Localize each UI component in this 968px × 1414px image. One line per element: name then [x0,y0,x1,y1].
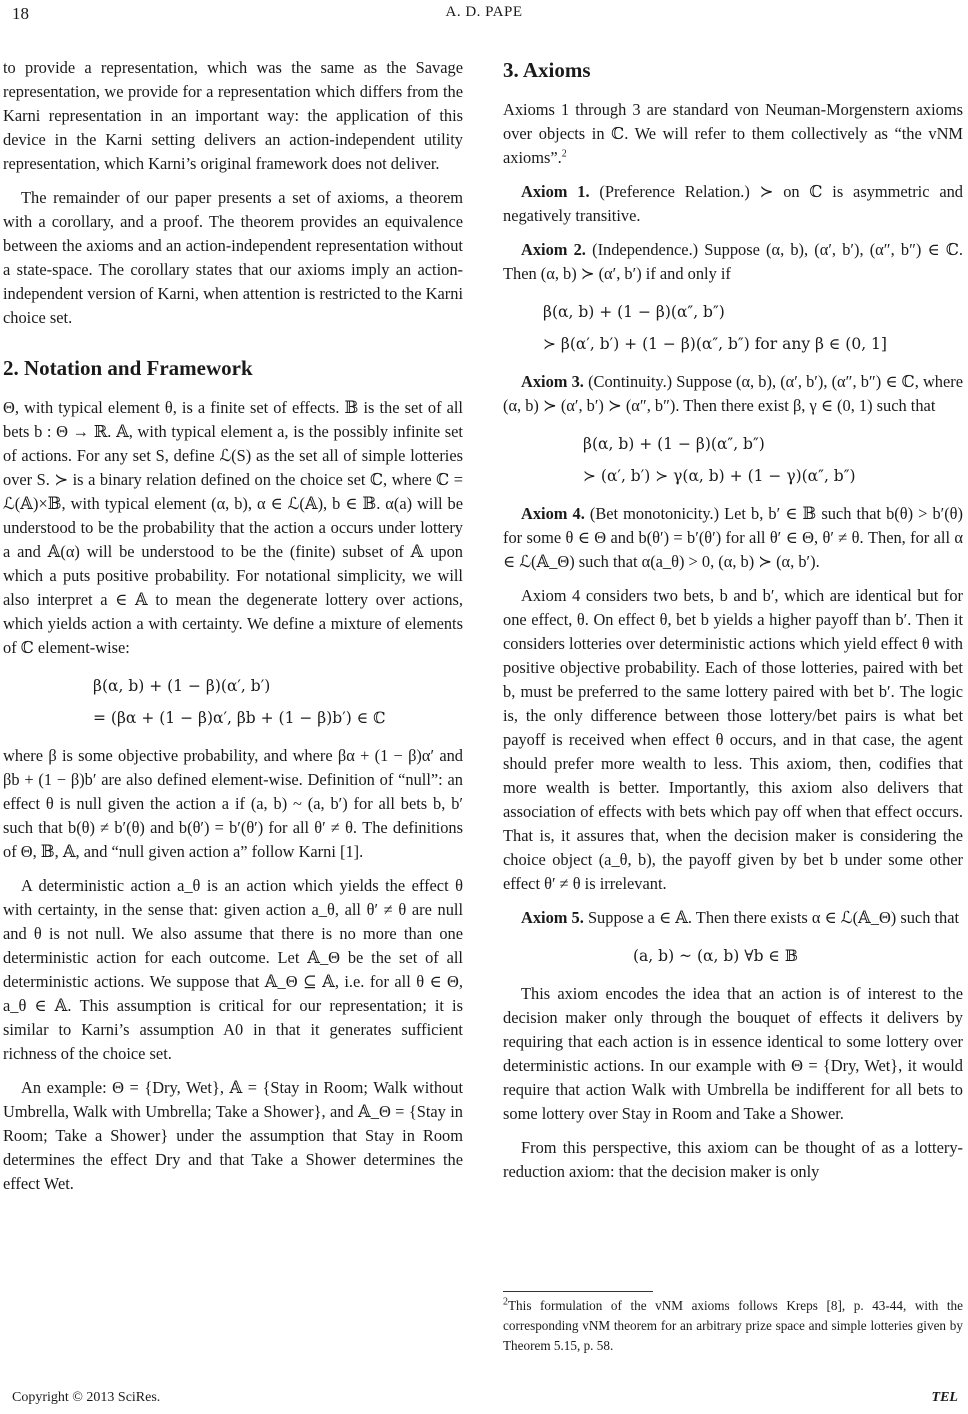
paragraph: where β is some objective probability, and where βα + (1 − β)α′ and βb + (1 − β)b′ are also defined element-wise. Definition of “null”: an effect θ is null given the action a if (a, b) ~ (a, b′) for all bets b, b′ such that b(θ) ≠ b′(θ) and b(θ′) = b′(θ′) for all θ′ ≠ θ. The definitions of Θ, 𝔹, 𝔸, and “null given action a” follow Karni [1]. [3,746,463,861]
paragraph: The remainder of our paper presents a set of axioms, a theorem with a corollary, and a proof. The theorem provides an equivalence between the axioms and an action-independent representation without a state-space. The corollary states that our axioms imply an action-independent version of Karni, when attention is restricted to the Karni choice set. [3,188,463,327]
left-column [3,56,463,1206]
section-heading-axioms: 3. Axioms [503,58,591,82]
footnote [503,1296,963,1356]
paragraph: This axiom encodes the idea that an action is of interest to the decision maker only through the bouquet of effects it delivers by requiring that each action is in essence identical to some lottery over deterministic actions. In our example with Θ = {Dry, Wet}, it would require that action Walk with Umbrella be indifferent for all bets to some lottery over Stay in Room and Take a Shower. [503,984,963,1123]
axiom-text: (Continuity.) Suppose (α, b), (α′, b′), (α″, b″) ∈ ℂ, where (α, b) ≻ (α′, b′) ≻ (α″, b″). Then there exist β, γ ∈ (0, 1) such that [503,372,964,415]
footnote-mark: 2 [503,1296,508,1308]
paragraph: to provide a representation, which was the same as the Savage representation, we provide for a representation which differs from the Karni representation in an important way: the application of this device in the Karni setting delivers an action-independent utility representation, which Karni’s original framework does not deliver. [3,58,463,173]
footnote-mark: 2 [561,148,567,160]
section-heading-notation: 2. Notation and Framework [3,356,253,380]
axiom-1 [503,180,963,228]
equation-line: ≻ β(α′, b′) + (1 − β)(α″, b″) for any β ∈ (0, 1] [543,335,887,353]
footnote-divider [503,1291,653,1292]
right-column [503,56,963,1194]
paragraph: A deterministic action a_θ is an action which yields the effect θ with certainty, in the sense that: given action a_θ, all θ′ ≠ θ are null and θ is not null. We also assume that there is no more than one deterministic action for each outcome. Let 𝔸_Θ be the set of all deterministic actions. We suppose that 𝔸_Θ ⊆ 𝔸, i.e. for all θ ∈ Θ, a_θ ∈ 𝔸. This assumption is critical for our representation; it is similar to Karni’s assumption A0 in that it generates sufficient richness of the choice set. [3,876,463,1063]
equation-independence [503,296,963,360]
page-number: 18 [12,4,29,23]
axiom-label: Axiom 1. [521,182,590,201]
equation-mixture [3,670,463,734]
axiom-2 [503,238,963,286]
equation-line: β(α, b) + (1 − β)(α″, b″) [543,303,725,321]
equation-reduction [503,940,963,972]
axiom-3 [503,370,963,418]
axiom-text: Suppose a ∈ 𝔸. Then there exists α ∈ ℒ(𝔸_Θ) such that [587,908,960,927]
equation-continuity [503,428,963,492]
axiom-label: Axiom 2. [521,240,586,259]
paragraph: From this perspective, this axiom can be thought of as a lottery-reduction axiom: that the decision maker is only [503,1138,963,1181]
paragraph: An example: Θ = {Dry, Wet}, 𝔸 = {Stay in Room; Walk without Umbrella, Walk with Umbrella; Take a Shower}, and 𝔸_Θ = {Stay in Room; Take a Shower} under the assumption that Stay in Room determines the effect Dry and that Take a Shower determines the effect Wet. [3,1078,463,1193]
paragraph: Θ, with typical element θ, is a finite set of effects. 𝔹 is the set of all bets b : Θ → ℝ. 𝔸, with typical element a, is the possibly infinite set of actions. For any set S, define ℒ(S) as the set all of simple lotteries over S. ≻ is a binary relation defined on the choice set ℂ, where ℂ = ℒ(𝔸)×𝔹, with typical element (α, b), α ∈ ℒ(𝔸), b ∈ 𝔹. α(a) will be understood to be the probability that the action a occurs under lottery a and 𝔸(α) will be understood to be the (finite) subset of 𝔸 upon which a puts positive probability. For notational simplicity, we will also interpret a ∈ 𝔸 to mean the degenerate lottery over actions, which yields action a with certainty. We define a mixture of elements of ℂ element-wise: [3,398,463,657]
paragraph [503,98,963,170]
equation-line: β(α, b) + (1 − β)(α″, b″) [583,435,765,453]
axiom-text: (Bet monotonicity.) Let b, b′ ∈ 𝔹 such that b(θ) > b′(θ) for some θ ∈ Θ and b(θ′) = b′(θ′) for all θ′ ∈ Θ, θ′ ≠ θ. Then, for all α ∈ ℒ(𝔸_Θ) such that α(a_θ) > 0, (α, b) ≻ (α, b′). [503,504,963,571]
page-footer [0,1390,968,1414]
equation-line: ≻ (α′, b′) ≻ γ(α, b) + (1 − γ)(α″, b″) [583,467,856,485]
equation-line: (a, b) ~ (α, b) ∀b ∈ 𝔹 [633,947,798,965]
axiom-4 [503,502,963,574]
page-header [0,0,968,30]
journal-abbreviation: TEL [931,1390,958,1405]
axiom-label: Axiom 3. [521,372,584,391]
footnote-text: This formulation of the vNM axioms follows Kreps [8], p. 43-44, with the corresponding vNM theorem for an arbitrary prize space and simple lotteries given by Theorem 5.15, p. 58. [503,1298,963,1353]
axiom-label: Axiom 5. [521,908,584,927]
axiom-text: (Preference Relation.) ≻ on ℂ is asymmetric and negatively transitive. [503,182,963,225]
paragraph-text: Axioms 1 through 3 are standard von Neuman-Morgenstern axioms over objects in ℂ. We will refer to them collectively as “the vNM axioms”. [503,100,963,167]
equation-line: β(α, b) + (1 − β)(α′, b′) [93,677,271,695]
copyright-notice: Copyright © 2013 SciRes. [12,1390,161,1405]
equation-line: = (βα + (1 − β)α′, βb + (1 − β)b′) ∈ ℂ [93,709,386,727]
axiom-label: Axiom 4. [521,504,585,523]
running-title: A. D. PAPE [445,4,523,20]
axiom-5 [503,906,963,930]
axiom-text: (Independence.) Suppose (α, b), (α′, b′), (α″, b″) ∈ ℂ. Then (α, b) ≻ (α′, b′) if and only if [503,240,963,283]
paragraph: Axiom 4 considers two bets, b and b′, which are identical but for one effect, θ. On effect θ, bet b yields a higher payoff than b′. Then it considers lotteries over deterministic actions which yield effect θ with positive objective probability. Each of those lotteries, paired with bet b, must be preferred to the same lottery paired with bet b′. The logic is, the only difference between those lottery/bet pairs is what bet payoff is received when effect θ occurs, and in that case, the agent should prefer more wealth to less. This axiom, then, codifies that more wealth is better. Importantly, this axiom also delivers that association of effects with bets which pay off when that effect occurs. That is, it assures that, when the decision maker is considering the choice object (a_θ, b), the payoff given by bet b under some other effect θ′ ≠ θ is irrelevant. [503,586,963,893]
